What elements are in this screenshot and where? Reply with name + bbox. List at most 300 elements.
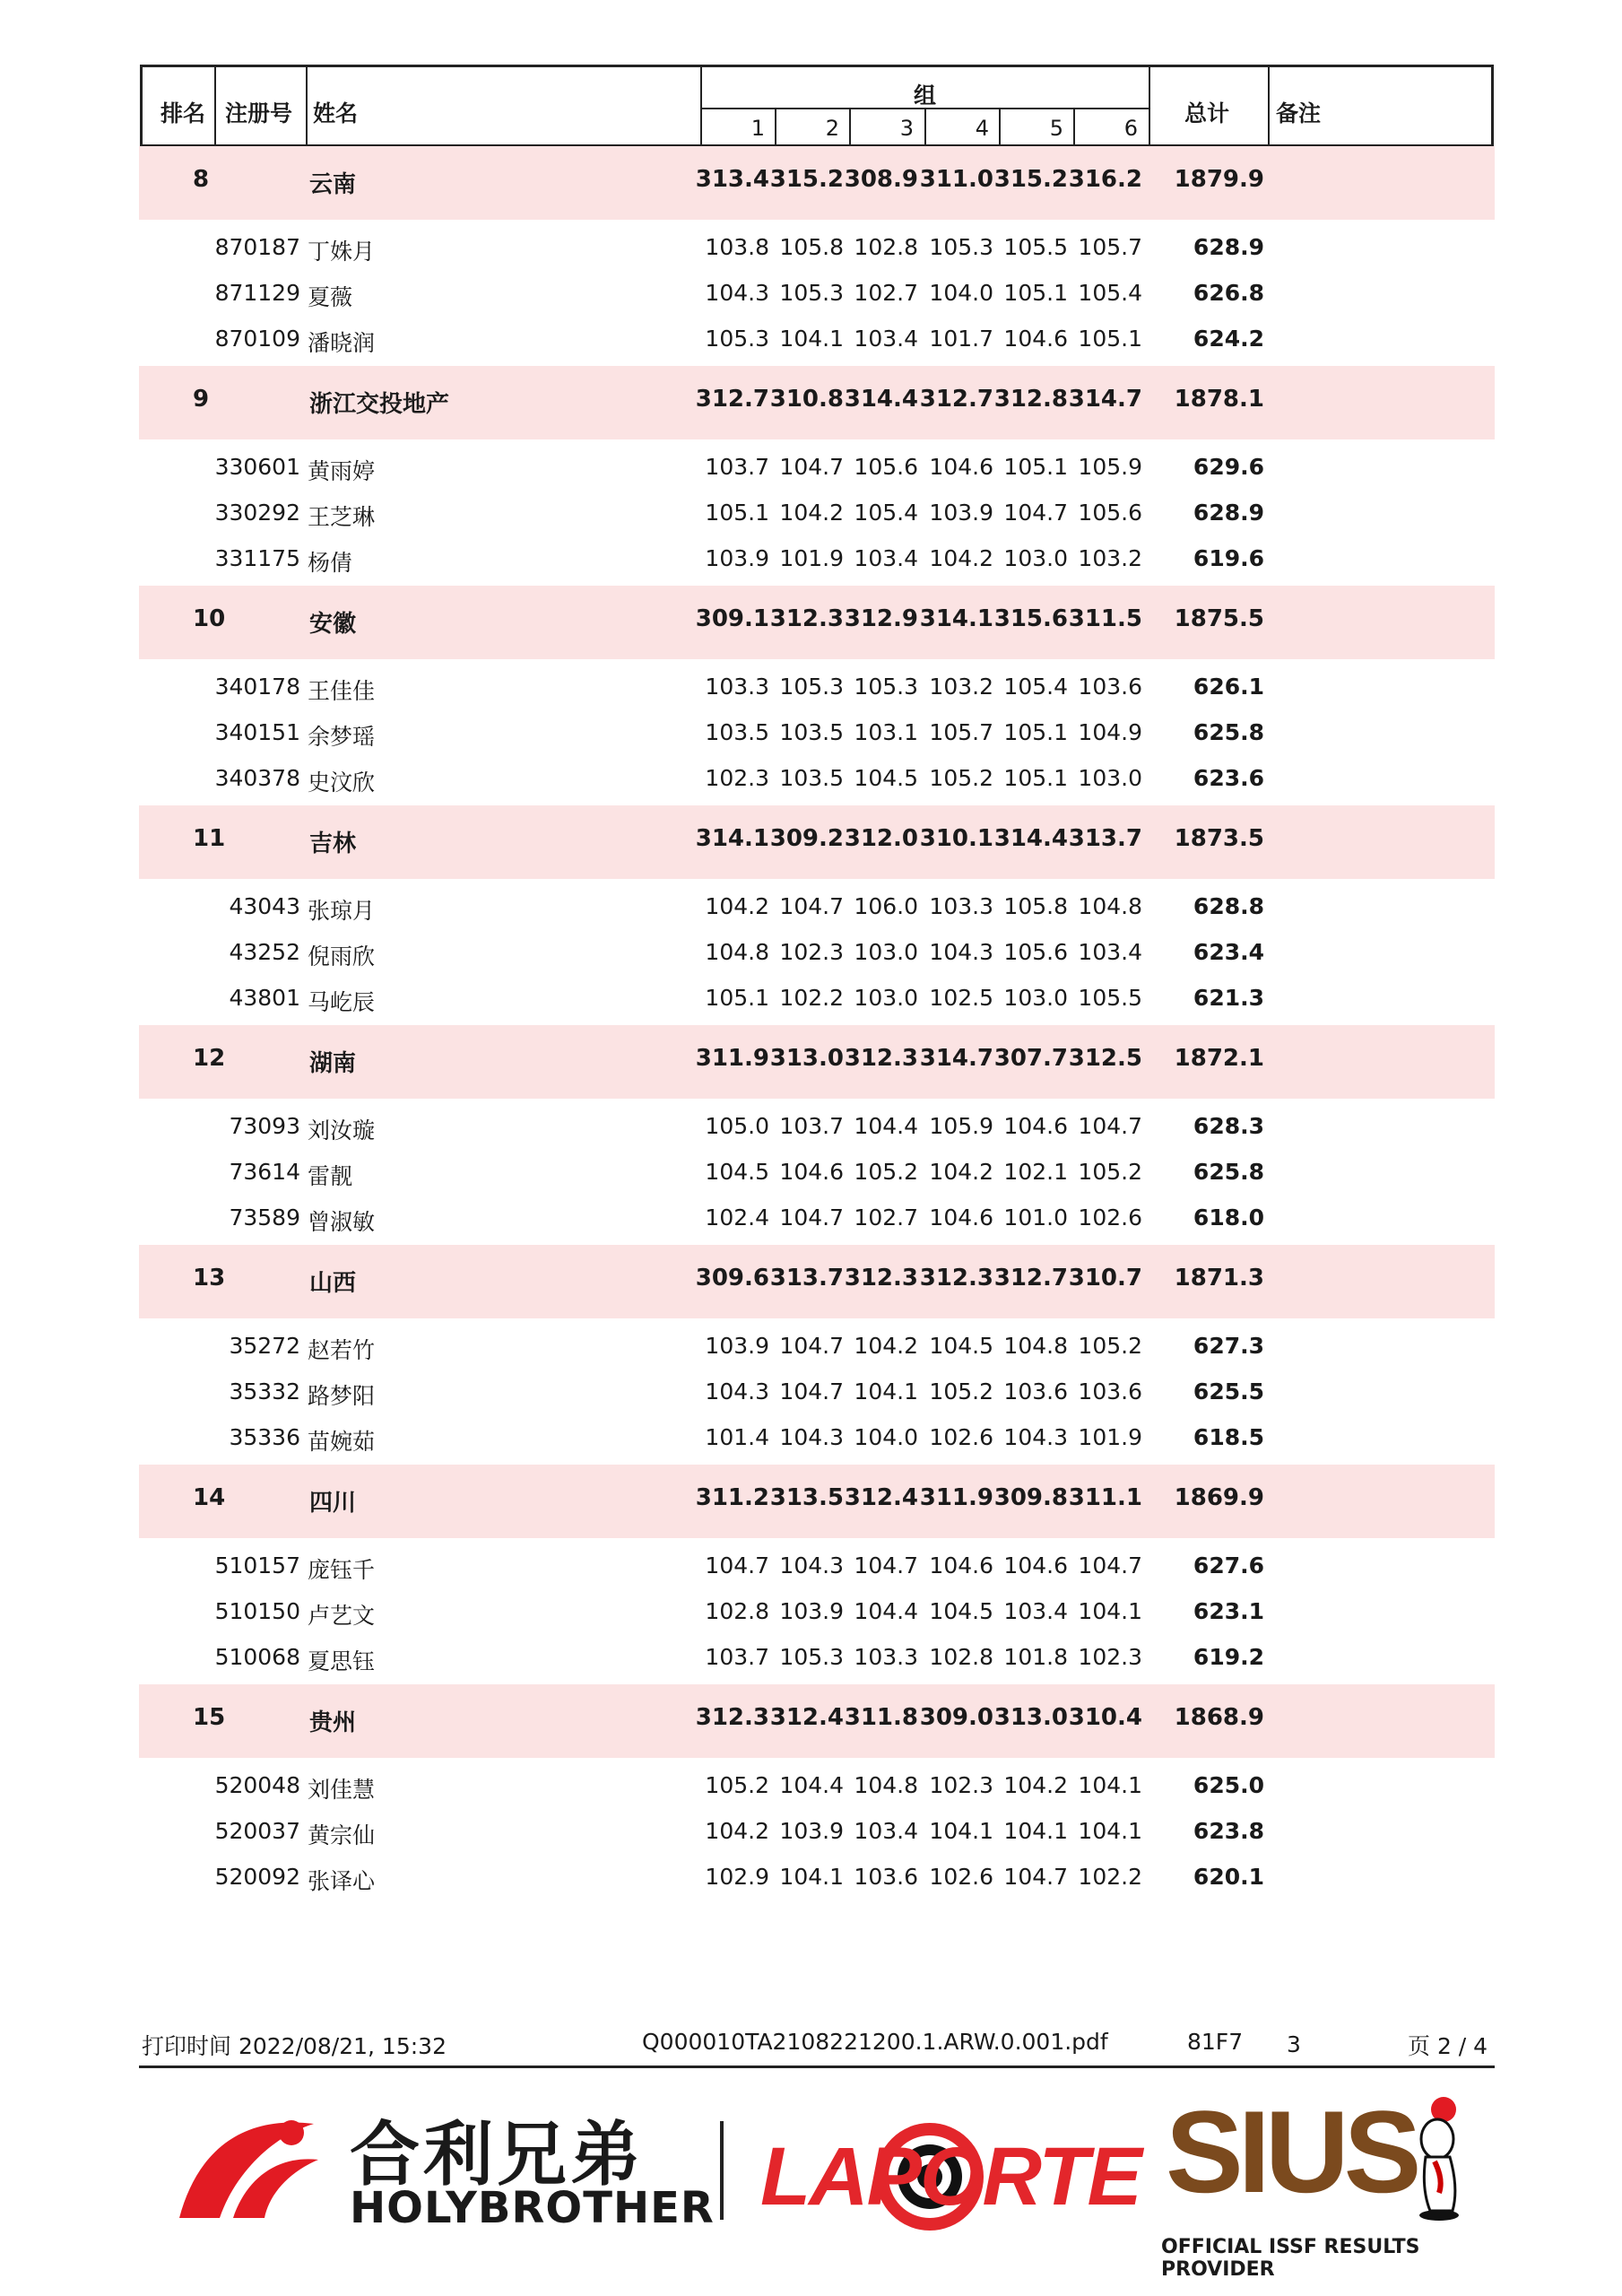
shooter-total: 625.8 [1193, 1159, 1264, 1185]
shooter-series-score: 103.7 [779, 1113, 844, 1139]
shooter-total: 625.8 [1193, 719, 1264, 745]
shooter-series-score: 105.3 [779, 674, 844, 700]
team-name: 浙江交投地产 [309, 391, 450, 418]
shooter-series-score: 104.1 [779, 326, 844, 352]
shooter-row [139, 756, 1495, 801]
shooter-series-score: 104.7 [779, 1333, 844, 1359]
shooter-series-score: 103.6 [854, 1864, 918, 1890]
team-row [139, 1465, 1495, 1538]
shooter-series-score: 105.3 [779, 1644, 844, 1670]
shooter-series-score: 105.1 [1003, 280, 1068, 306]
team-series-score: 313.4 [695, 166, 769, 193]
shooter-total: 626.1 [1193, 674, 1264, 700]
file-name: Q000010TA2108221200.1.ARW.0.001.pdf [642, 2029, 1108, 2055]
shooter-series-score: 104.6 [929, 1552, 993, 1578]
shooter-series-score: 105.9 [929, 1113, 993, 1139]
shooter-series-score: 103.3 [705, 674, 769, 700]
sius-mascot-icon [1403, 2090, 1475, 2224]
team-total: 1873.5 [1174, 825, 1264, 852]
shooter-name: 刘汝璇 [308, 1118, 376, 1144]
holybrother-mark-icon [170, 2097, 323, 2231]
shooter-row [139, 1809, 1495, 1854]
shooter-series-score: 103.9 [779, 1598, 844, 1624]
shooter-series-score: 104.3 [929, 939, 993, 965]
team-series-score: 312.7 [993, 1265, 1068, 1292]
shooter-series-score: 102.7 [854, 280, 918, 306]
shooter-total: 619.2 [1193, 1644, 1264, 1670]
shooter-row [139, 1104, 1495, 1149]
team-series-score: 314.7 [1068, 386, 1142, 413]
shooter-name: 潘晓润 [308, 330, 376, 356]
team-series-score: 308.9 [844, 166, 918, 193]
shooter-series-score: 103.0 [854, 939, 918, 965]
team-total: 1869.9 [1174, 1484, 1264, 1511]
shooter-id: 340178 [214, 674, 300, 700]
sius-logo [1161, 2086, 1497, 2281]
shooter-series-score: 105.4 [1003, 674, 1068, 700]
shooter-series-score: 105.5 [1078, 985, 1142, 1011]
shooter-name: 丁姝月 [308, 239, 376, 265]
shooter-series-score: 103.4 [1078, 939, 1142, 965]
shooter-series-score: 103.6 [1003, 1378, 1068, 1405]
team-series-score: 310.1 [919, 825, 993, 852]
team-series-score: 313.5 [769, 1484, 844, 1511]
sius-tagline: OFFICIAL ISSF RESULTS PROVIDER [1161, 2236, 1420, 2281]
team-series-score: 312.3 [919, 1265, 993, 1292]
shooter-name: 倪雨欣 [308, 944, 376, 970]
shooter-series-score: 105.7 [929, 719, 993, 745]
shooter-series-score: 105.8 [779, 234, 844, 260]
team-series-score: 315.2 [769, 166, 844, 193]
team-rank: 12 [193, 1045, 226, 1072]
shooter-series-score: 103.5 [705, 719, 769, 745]
shooter-series-score: 103.4 [854, 326, 918, 352]
shooter-series-score: 104.7 [854, 1552, 918, 1578]
shooter-series-score: 104.3 [779, 1424, 844, 1450]
shooter-series-score: 103.0 [1003, 985, 1068, 1011]
shooter-series-score: 103.4 [854, 545, 918, 571]
shooter-row [139, 1150, 1495, 1195]
shooter-id: 510150 [214, 1598, 300, 1624]
shooter-total: 627.6 [1193, 1552, 1264, 1578]
shooter-series-score: 105.2 [929, 1378, 993, 1405]
shooter-id: 510068 [214, 1644, 300, 1670]
shooter-series-score: 102.8 [854, 234, 918, 260]
shooter-series-score: 105.6 [854, 454, 918, 480]
team-name: 安徽 [309, 611, 357, 638]
shooter-series-score: 104.6 [779, 1159, 844, 1185]
team-rank: 9 [193, 386, 210, 413]
shooter-name: 夏薇 [308, 284, 353, 310]
shooter-series-score: 102.2 [779, 985, 844, 1011]
team-row [139, 805, 1495, 879]
shooter-series-score: 104.5 [854, 765, 918, 791]
shooter-total: 628.9 [1193, 500, 1264, 526]
team-name: 四川 [309, 1490, 357, 1517]
shooter-series-score: 103.9 [705, 1333, 769, 1359]
shooter-series-score: 104.8 [854, 1772, 918, 1798]
shooter-series-score: 103.2 [929, 674, 993, 700]
shooter-series-score: 101.9 [779, 545, 844, 571]
sius-text: SIUS [1166, 2086, 1417, 2217]
shooter-series-score: 104.2 [929, 1159, 993, 1185]
shooter-total: 629.6 [1193, 454, 1264, 480]
shooter-series-score: 102.8 [705, 1598, 769, 1624]
shooter-series-score: 104.4 [854, 1598, 918, 1624]
series-header-2: 2 [825, 116, 839, 141]
shooter-row [139, 491, 1495, 535]
shooter-series-score: 102.7 [854, 1205, 918, 1231]
shooter-series-score: 103.7 [705, 454, 769, 480]
shooter-row [139, 1196, 1495, 1240]
shooter-series-score: 103.3 [929, 893, 993, 919]
team-name: 山西 [309, 1270, 357, 1297]
team-row [139, 586, 1495, 659]
shooter-series-score: 105.1 [705, 500, 769, 526]
team-series-score: 311.9 [695, 1045, 769, 1072]
shooter-row [139, 1855, 1495, 1900]
team-rank: 15 [193, 1704, 226, 1731]
shooter-series-score: 103.5 [779, 765, 844, 791]
shooter-id: 331175 [214, 545, 300, 571]
team-row [139, 1245, 1495, 1318]
team-name: 吉林 [309, 831, 357, 857]
series-header-3: 3 [899, 116, 914, 141]
footer-divider [139, 2066, 1495, 2068]
shooter-id: 520037 [214, 1818, 300, 1844]
shooter-id: 35272 [229, 1333, 300, 1359]
shooter-row [139, 317, 1495, 361]
report-code: 81F7 [1187, 2029, 1244, 2055]
team-series-score: 314.1 [695, 825, 769, 852]
team-rank: 10 [193, 605, 226, 632]
total-header: 总计 [1184, 100, 1230, 126]
series-header-1: 1 [750, 116, 765, 141]
shooter-series-score: 104.8 [1078, 893, 1142, 919]
team-rank: 11 [193, 825, 226, 852]
shooter-series-score: 104.2 [1003, 1772, 1068, 1798]
shooter-series-score: 104.2 [854, 1333, 918, 1359]
shooter-series-score: 104.3 [1003, 1424, 1068, 1450]
logo-divider [720, 2121, 724, 2220]
team-name: 云南 [309, 171, 357, 198]
shooter-series-score: 103.5 [779, 719, 844, 745]
shooter-series-score: 104.9 [1078, 719, 1142, 745]
team-series-score: 311.1 [1068, 1484, 1142, 1511]
group-header: 组 [914, 83, 937, 109]
shooter-series-score: 105.2 [854, 1159, 918, 1185]
reg-header: 注册号 [225, 100, 293, 126]
team-series-score: 309.1 [695, 605, 769, 632]
shooter-series-score: 103.1 [854, 719, 918, 745]
shooter-series-score: 104.7 [1078, 1552, 1142, 1578]
shooter-total: 623.4 [1193, 939, 1264, 965]
shooter-series-score: 102.3 [929, 1772, 993, 1798]
shooter-name: 黄雨婷 [308, 458, 376, 484]
shooter-total: 623.1 [1193, 1598, 1264, 1624]
shooter-series-score: 104.6 [929, 1205, 993, 1231]
shooter-row [139, 930, 1495, 975]
shooter-series-score: 104.7 [779, 1378, 844, 1405]
team-total: 1871.3 [1174, 1265, 1264, 1292]
shooter-series-score: 104.8 [705, 939, 769, 965]
shooter-series-score: 103.9 [779, 1818, 844, 1844]
shooter-series-score: 105.3 [854, 674, 918, 700]
shooter-series-score: 103.4 [1003, 1598, 1068, 1624]
shooter-series-score: 105.3 [779, 280, 844, 306]
holybrother-en-text: HOLYBROTHER [350, 2183, 715, 2233]
shooter-series-score: 104.6 [1003, 1552, 1068, 1578]
shooter-series-score: 105.1 [1003, 454, 1068, 480]
shooter-name: 雷靓 [308, 1163, 353, 1189]
holybrother-logo [170, 2097, 715, 2233]
shooter-series-score: 106.0 [854, 893, 918, 919]
team-series-score: 310.7 [1068, 1265, 1142, 1292]
shooter-series-score: 105.4 [854, 500, 918, 526]
shooter-series-score: 104.0 [854, 1424, 918, 1450]
shooter-row [139, 665, 1495, 709]
team-series-score: 309.8 [993, 1484, 1068, 1511]
team-series-score: 312.8 [993, 386, 1068, 413]
shooter-series-score: 101.4 [705, 1424, 769, 1450]
shooter-total: 628.9 [1193, 234, 1264, 260]
shooter-series-score: 105.8 [1003, 893, 1068, 919]
shooter-series-score: 104.7 [779, 454, 844, 480]
shooter-row [139, 1635, 1495, 1680]
remarks-header: 备注 [1276, 100, 1322, 126]
shooter-series-score: 102.4 [705, 1205, 769, 1231]
shooter-series-score: 103.3 [854, 1644, 918, 1670]
shooter-series-score: 101.0 [1003, 1205, 1068, 1231]
shooter-series-score: 105.3 [929, 234, 993, 260]
shooter-row [139, 884, 1495, 929]
team-series-score: 312.9 [844, 605, 918, 632]
shooter-series-score: 104.3 [705, 1378, 769, 1405]
team-series-score: 312.3 [844, 1045, 918, 1072]
series-header-6: 6 [1123, 116, 1138, 141]
laporte-logo [753, 2112, 1141, 2233]
shooter-row [139, 271, 1495, 316]
team-series-score: 313.0 [769, 1045, 844, 1072]
shooter-series-score: 104.8 [1003, 1333, 1068, 1359]
shooter-name: 路梦阳 [308, 1383, 376, 1409]
shooter-series-score: 104.1 [1003, 1818, 1068, 1844]
shooter-id: 35332 [229, 1378, 300, 1405]
shooter-name: 马屹辰 [308, 989, 376, 1015]
shooter-id: 73589 [229, 1205, 300, 1231]
team-total: 1872.1 [1174, 1045, 1264, 1072]
team-series-score: 314.4 [993, 825, 1068, 852]
shooter-id: 870109 [214, 326, 300, 352]
team-series-score: 314.1 [919, 605, 993, 632]
shooter-series-score: 105.2 [1078, 1333, 1142, 1359]
shooter-total: 623.6 [1193, 765, 1264, 791]
team-series-score: 310.4 [1068, 1704, 1142, 1731]
shooter-id: 510157 [214, 1552, 300, 1578]
shooter-series-score: 103.6 [1078, 674, 1142, 700]
team-rank: 14 [193, 1484, 226, 1511]
shooter-name: 王芝琳 [308, 504, 376, 530]
team-series-score: 312.4 [769, 1704, 844, 1731]
shooter-series-score: 104.7 [1003, 1864, 1068, 1890]
team-series-score: 312.0 [844, 825, 918, 852]
shooter-row [139, 225, 1495, 270]
shooter-series-score: 104.3 [779, 1552, 844, 1578]
shooter-series-score: 105.3 [705, 326, 769, 352]
team-series-score: 307.7 [993, 1045, 1068, 1072]
team-rank: 8 [193, 166, 210, 193]
shooter-series-score: 105.1 [705, 985, 769, 1011]
series-header-4: 4 [975, 116, 989, 141]
shooter-series-score: 102.9 [705, 1864, 769, 1890]
shooter-series-score: 105.6 [1003, 939, 1068, 965]
shooter-total: 621.3 [1193, 985, 1264, 1011]
shooter-series-score: 104.6 [929, 454, 993, 480]
team-series-score: 309.0 [919, 1704, 993, 1731]
shooter-name: 庞钰千 [308, 1557, 376, 1583]
shooter-series-score: 104.5 [705, 1159, 769, 1185]
shooter-total: 624.2 [1193, 326, 1264, 352]
shooter-series-score: 104.6 [1003, 1113, 1068, 1139]
shooter-series-score: 104.1 [854, 1378, 918, 1405]
shooter-row [139, 1763, 1495, 1808]
laporte-text: LAPORTE [760, 2131, 1141, 2222]
shooter-series-score: 102.3 [705, 765, 769, 791]
shooter-series-score: 104.1 [1078, 1818, 1142, 1844]
shooter-row [139, 1415, 1495, 1460]
shooter-total: 618.0 [1193, 1205, 1264, 1231]
team-series-score: 311.2 [695, 1484, 769, 1511]
shooter-series-score: 104.3 [705, 280, 769, 306]
shooter-series-score: 104.2 [705, 1818, 769, 1844]
shooter-series-score: 104.7 [705, 1552, 769, 1578]
shooter-series-score: 102.6 [1078, 1205, 1142, 1231]
team-row [139, 366, 1495, 439]
shooter-series-score: 104.5 [929, 1333, 993, 1359]
shooter-name: 卢艺文 [308, 1603, 376, 1629]
team-series-score: 310.8 [769, 386, 844, 413]
team-row [139, 1684, 1495, 1758]
team-series-score: 312.3 [844, 1265, 918, 1292]
shooter-series-score: 103.7 [705, 1644, 769, 1670]
shooter-row [139, 710, 1495, 755]
shooter-id: 330601 [214, 454, 300, 480]
team-series-score: 312.3 [695, 1704, 769, 1731]
team-name: 贵州 [309, 1709, 357, 1736]
shooter-name: 刘佳慧 [308, 1777, 376, 1803]
team-series-score: 313.0 [993, 1704, 1068, 1731]
team-series-score: 312.3 [769, 605, 844, 632]
shooter-row [139, 536, 1495, 581]
shooter-row [139, 1370, 1495, 1414]
shooter-row [139, 445, 1495, 490]
team-series-score: 309.2 [769, 825, 844, 852]
team-total: 1875.5 [1174, 605, 1264, 632]
shooter-total: 625.0 [1193, 1772, 1264, 1798]
team-rank: 13 [193, 1265, 226, 1292]
shooter-total: 625.5 [1193, 1378, 1264, 1405]
shooter-series-score: 104.6 [1003, 326, 1068, 352]
shooter-series-score: 105.2 [705, 1772, 769, 1798]
report-number: 3 [1287, 2031, 1301, 2057]
shooter-total: 620.1 [1193, 1864, 1264, 1890]
team-series-score: 315.2 [993, 166, 1068, 193]
shooter-id: 340151 [214, 719, 300, 745]
shooter-series-score: 104.7 [1078, 1113, 1142, 1139]
shooter-series-score: 105.0 [705, 1113, 769, 1139]
print-time: 打印时间 2022/08/21, 15:32 [142, 2033, 447, 2059]
shooter-series-score: 104.7 [779, 1205, 844, 1231]
shooter-series-score: 101.7 [929, 326, 993, 352]
shooter-series-score: 102.5 [929, 985, 993, 1011]
team-series-score: 313.7 [769, 1265, 844, 1292]
shooter-series-score: 104.2 [779, 500, 844, 526]
shooter-series-score: 101.9 [1078, 1424, 1142, 1450]
shooter-series-score: 102.1 [1003, 1159, 1068, 1185]
shooter-series-score: 104.1 [1078, 1598, 1142, 1624]
shooter-series-score: 105.5 [1003, 234, 1068, 260]
shooter-series-score: 103.9 [929, 500, 993, 526]
rank-header: 排名 [160, 100, 206, 126]
team-series-score: 312.7 [919, 386, 993, 413]
team-total: 1879.9 [1174, 166, 1264, 193]
shooter-name: 王佳佳 [308, 678, 376, 704]
team-series-score: 311.8 [844, 1704, 918, 1731]
shooter-name: 赵若竹 [308, 1337, 376, 1363]
team-series-score: 311.5 [1068, 605, 1142, 632]
shooter-series-score: 103.0 [854, 985, 918, 1011]
shooter-name: 余梦瑶 [308, 724, 376, 750]
shooter-id: 73614 [229, 1159, 300, 1185]
shooter-id: 340378 [214, 765, 300, 791]
shooter-series-score: 105.2 [929, 765, 993, 791]
shooter-id: 520092 [214, 1864, 300, 1890]
results-table-header [140, 65, 1494, 147]
shooter-row [139, 976, 1495, 1021]
shooter-total: 618.5 [1193, 1424, 1264, 1450]
team-series-score: 311.9 [919, 1484, 993, 1511]
shooter-name: 张译心 [308, 1868, 376, 1894]
shooter-series-score: 101.8 [1003, 1644, 1068, 1670]
holybrother-cn-text: 合利兄弟 [350, 2115, 645, 2196]
shooter-series-score: 103.2 [1078, 545, 1142, 571]
team-total: 1868.9 [1174, 1704, 1264, 1731]
shooter-series-score: 103.4 [854, 1818, 918, 1844]
shooter-series-score: 105.4 [1078, 280, 1142, 306]
shooter-name: 夏思钰 [308, 1648, 376, 1674]
shooter-total: 628.8 [1193, 893, 1264, 919]
shooter-series-score: 104.4 [779, 1772, 844, 1798]
shooter-series-score: 105.1 [1003, 719, 1068, 745]
team-series-score: 313.7 [1068, 825, 1142, 852]
team-series-score: 314.4 [844, 386, 918, 413]
shooter-series-score: 102.6 [929, 1424, 993, 1450]
shooter-id: 871129 [214, 280, 300, 306]
shooter-series-score: 105.9 [1078, 454, 1142, 480]
shooter-series-score: 104.7 [1003, 500, 1068, 526]
shooter-name: 苗婉茹 [308, 1429, 376, 1455]
shooter-name: 史汶欣 [308, 770, 376, 796]
shooter-row [139, 1324, 1495, 1369]
shooter-series-score: 104.5 [929, 1598, 993, 1624]
shooter-name: 曾淑敏 [308, 1209, 376, 1235]
shooter-series-score: 102.8 [929, 1644, 993, 1670]
shooter-id: 43043 [229, 893, 300, 919]
shooter-total: 626.8 [1193, 280, 1264, 306]
shooter-series-score: 102.6 [929, 1864, 993, 1890]
name-header: 姓名 [313, 100, 359, 126]
shooter-series-score: 105.1 [1078, 326, 1142, 352]
